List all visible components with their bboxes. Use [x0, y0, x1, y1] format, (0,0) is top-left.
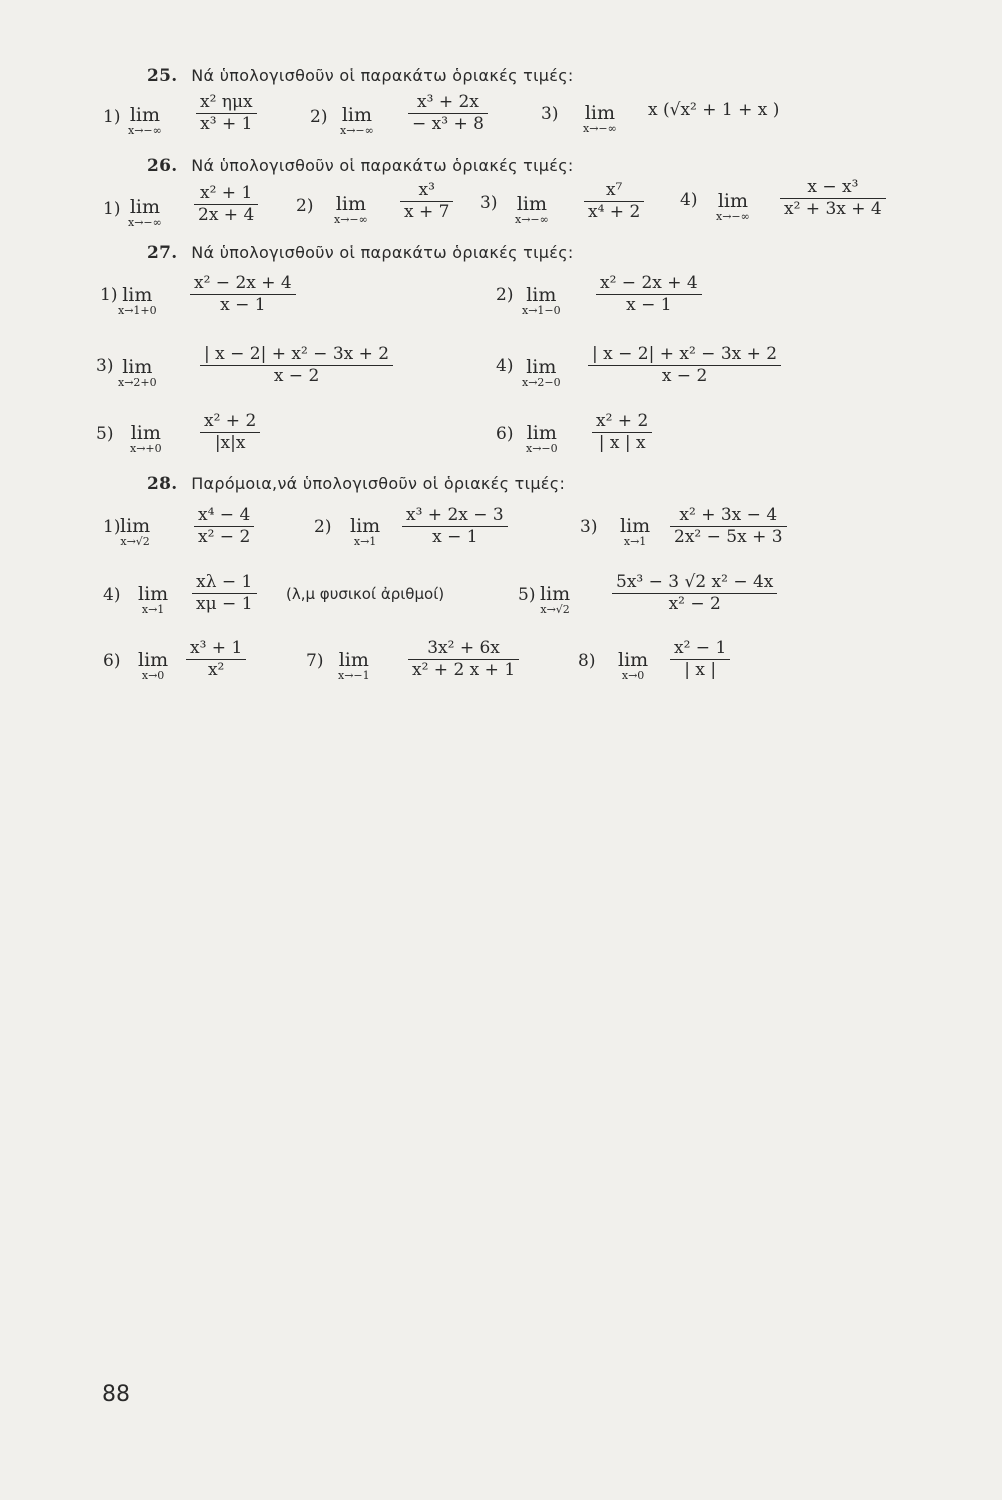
fraction: [192, 572, 257, 615]
limit-subscript: x→−∞: [340, 124, 374, 137]
fraction: [596, 273, 702, 316]
exercise-number: 26.: [147, 156, 178, 176]
item-label: 5): [518, 585, 536, 605]
denominator: 2x + 4: [198, 205, 255, 225]
limit-operator: [128, 196, 162, 229]
item-label: 1): [100, 285, 118, 305]
fraction: [402, 505, 508, 548]
denominator: | x |: [684, 660, 717, 680]
item-label: 6): [496, 424, 514, 444]
numerator: x² + 3x − 4: [679, 505, 778, 525]
numerator: x² − 2x + 4: [600, 273, 698, 293]
page-number: 88: [102, 1382, 130, 1407]
limit-operator: [340, 104, 374, 137]
limit-subscript: x→+0: [130, 442, 162, 455]
denominator: x − 2: [273, 366, 320, 386]
limit-operator: [334, 193, 368, 226]
exercise-instruction: Νά ὑπολογισθοῦν οἱ παρακάτω ὁριακές τιμές:: [191, 243, 574, 262]
exercise-26-heading: [147, 156, 574, 176]
limit-subscript: x→−∞: [583, 122, 617, 135]
numerator: x³ + 2x: [417, 92, 479, 112]
limit-subscript: x→−∞: [334, 213, 368, 226]
lim-text: lim: [122, 284, 153, 306]
fraction: [670, 505, 787, 548]
limit-subscript: x→−∞: [128, 124, 162, 137]
limit-subscript: x→−∞: [515, 213, 549, 226]
denominator: x² − 2: [668, 594, 721, 614]
lim-text: lim: [516, 193, 547, 215]
parameter-note: (λ,μ φυσικοί ἀριθμοί): [286, 585, 445, 603]
lim-text: lim: [138, 583, 169, 605]
fraction: [612, 572, 777, 615]
limit-operator: [620, 515, 650, 548]
expression: x (√x² + 1 + x ): [648, 100, 780, 120]
numerator: x² ημx: [200, 92, 253, 112]
denominator: x − 1: [626, 295, 672, 315]
numerator: x² + 2: [596, 411, 649, 431]
limit-subscript: x→√2: [540, 603, 570, 616]
item-label: 3): [580, 517, 598, 537]
lim-text: lim: [526, 356, 557, 378]
fraction: [194, 505, 254, 548]
item-label: 3): [541, 104, 559, 124]
numerator: x³: [418, 180, 435, 200]
numerator: x² − 2x + 4: [194, 273, 292, 293]
numerator: x² − 1: [674, 638, 727, 658]
limit-subscript: x→1−0: [522, 304, 561, 317]
limit-subscript: x→−∞: [128, 216, 162, 229]
fraction: [200, 411, 260, 454]
numerator: x² + 2: [204, 411, 257, 431]
numerator: x⁴ − 4: [198, 505, 251, 525]
limit-operator: [540, 583, 570, 616]
denominator: x³ + 1: [200, 114, 253, 134]
exercise-number: 27.: [147, 243, 178, 263]
lim-text: lim: [350, 515, 381, 537]
limit-subscript: x→−0: [526, 442, 558, 455]
numerator: x² + 1: [200, 183, 253, 203]
item-label: 3): [480, 193, 498, 213]
limit-operator: [526, 422, 558, 455]
lim-text: lim: [717, 190, 748, 212]
exercise-instruction: Νά ὑπολογισθοῦν οἱ παρακάτω ὁριακές τιμές:: [191, 156, 574, 175]
exercise-number: 25.: [147, 66, 178, 86]
lim-text: lim: [138, 649, 169, 671]
lim-text: lim: [620, 515, 651, 537]
fraction: [200, 344, 393, 387]
fraction: [190, 273, 296, 316]
limit-operator: [515, 193, 549, 226]
fraction: [400, 180, 453, 223]
exercise-number: 28.: [147, 474, 178, 494]
limit-subscript: x→−∞: [716, 210, 750, 223]
denominator: x⁴ + 2: [588, 202, 641, 222]
limit-operator: [118, 284, 157, 317]
item-label: 4): [680, 190, 698, 210]
numerator: 3x² + 6x: [427, 638, 500, 658]
exercise-25-heading: [147, 66, 574, 86]
limit-subscript: x→1: [353, 535, 377, 548]
lim-text: lim: [338, 649, 369, 671]
numerator: x³ + 1: [190, 638, 243, 658]
limit-operator: [716, 190, 750, 223]
limit-operator: [583, 102, 617, 135]
denominator: x² − 2: [198, 527, 251, 547]
lim-text: lim: [526, 284, 557, 306]
item-label: 1): [103, 199, 121, 219]
item-label: 1): [103, 107, 121, 127]
denominator: xμ − 1: [196, 594, 253, 614]
limit-operator: [118, 356, 157, 389]
lim-text: lim: [618, 649, 649, 671]
item-label: 1): [103, 517, 121, 537]
limit-subscript: x→−1: [338, 669, 370, 682]
numerator: | x − 2| + x² − 3x + 2: [592, 344, 778, 364]
lim-text: lim: [122, 356, 153, 378]
exercise-instruction: Παρόμοια,νά ὑπολογισθοῦν οἱ ὁριακές τιμές:: [191, 474, 566, 493]
numerator: x⁷: [605, 180, 623, 200]
limit-subscript: x→1: [623, 535, 647, 548]
fraction: [408, 638, 519, 681]
item-label: 5): [96, 424, 114, 444]
fraction: [196, 92, 257, 135]
denominator: x − 2: [661, 366, 708, 386]
item-label: 6): [103, 651, 121, 671]
limit-subscript: x→0: [141, 669, 165, 682]
fraction: [780, 177, 886, 220]
numerator: | x − 2| + x² − 3x + 2: [204, 344, 390, 364]
limit-subscript: x→2−0: [522, 376, 561, 389]
lim-text: lim: [341, 104, 372, 126]
denominator: x²: [207, 660, 225, 680]
fraction: [186, 638, 246, 681]
lim-text: lim: [584, 102, 615, 124]
item-label: 2): [296, 196, 314, 216]
item-label: 4): [103, 585, 121, 605]
limit-subscript: x→√2: [120, 535, 150, 548]
item-label: 2): [314, 517, 332, 537]
denominator: 2x² − 5x + 3: [674, 527, 783, 547]
fraction: [588, 344, 781, 387]
fraction: [592, 411, 652, 454]
item-label: 2): [496, 285, 514, 305]
item-label: 8): [578, 651, 596, 671]
lim-text: lim: [335, 193, 366, 215]
limit-subscript: x→2+0: [118, 376, 157, 389]
exercise-28-heading: [147, 474, 565, 494]
limit-subscript: x→1+0: [118, 304, 157, 317]
lim-text: lim: [526, 422, 557, 444]
lim-text: lim: [130, 422, 161, 444]
limit-operator: [130, 422, 162, 455]
limit-operator: [522, 356, 561, 389]
lim-text: lim: [540, 583, 571, 605]
limit-operator: [338, 649, 370, 682]
numerator: x − x³: [807, 177, 859, 197]
denominator: | x | x: [598, 433, 646, 453]
denominator: |x|x: [214, 433, 246, 453]
denominator: x + 7: [404, 202, 450, 222]
limit-subscript: x→0: [621, 669, 645, 682]
denominator: x² + 3x + 4: [784, 199, 882, 219]
exercise-instruction: Νά ὑπολογισθοῦν οἱ παρακάτω ὁριακές τιμές:: [191, 66, 574, 85]
denominator: x − 1: [432, 527, 478, 547]
exercise-27-heading: [147, 243, 574, 263]
fraction: [584, 180, 644, 223]
limit-subscript: x→1: [141, 603, 165, 616]
lim-text: lim: [120, 515, 151, 537]
item-label: 7): [306, 651, 324, 671]
fraction: [670, 638, 730, 681]
limit-operator: [522, 284, 561, 317]
limit-operator: [120, 515, 150, 548]
lim-text: lim: [129, 196, 160, 218]
denominator: − x³ + 8: [412, 114, 484, 134]
numerator: x³ + 2x − 3: [406, 505, 504, 525]
limit-operator: [138, 649, 168, 682]
limit-operator: [128, 104, 162, 137]
item-label: 2): [310, 107, 328, 127]
limit-operator: [350, 515, 380, 548]
denominator: x² + 2 x + 1: [412, 660, 516, 680]
limit-operator: [618, 649, 648, 682]
fraction: [194, 183, 258, 226]
denominator: x − 1: [220, 295, 266, 315]
fraction: [408, 92, 488, 135]
numerator: 5x³ − 3 √2 x² − 4x: [616, 572, 774, 592]
numerator: xλ − 1: [196, 572, 253, 592]
lim-text: lim: [129, 104, 160, 126]
item-label: 4): [496, 356, 514, 376]
item-label: 3): [96, 356, 114, 376]
limit-operator: [138, 583, 168, 616]
